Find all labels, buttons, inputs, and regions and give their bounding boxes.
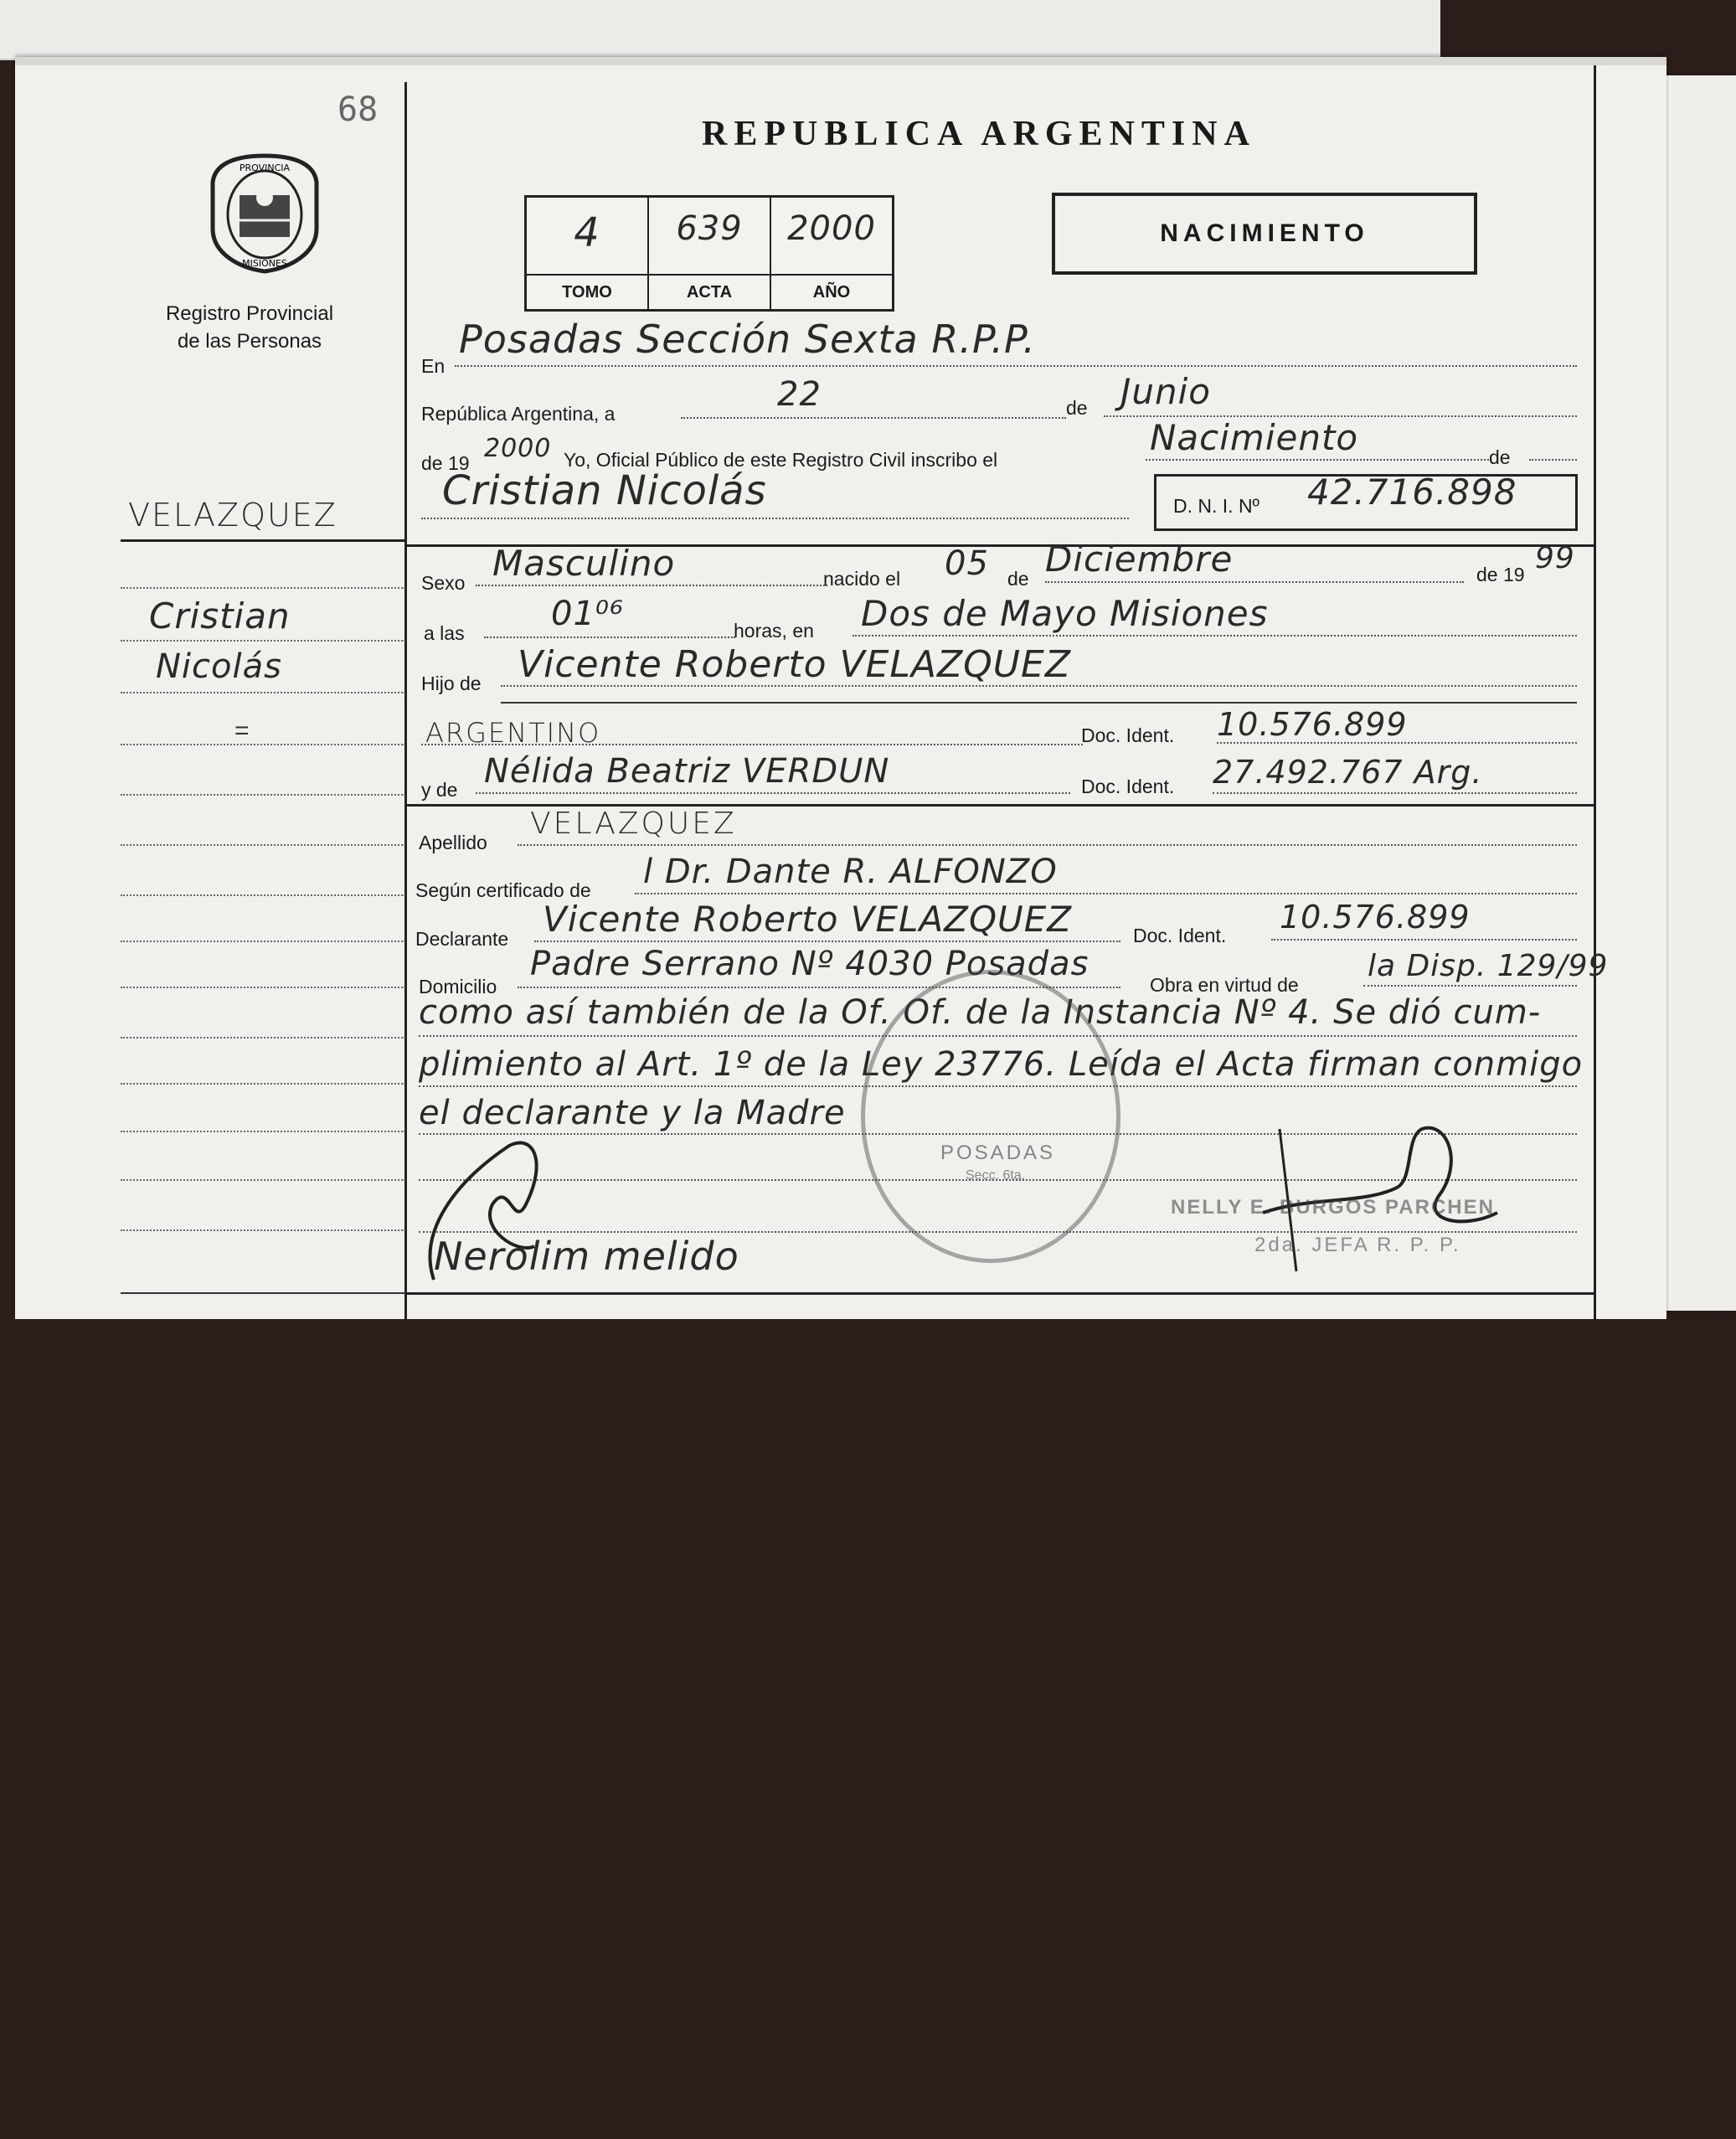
hijo-label: Hijo de	[421, 673, 482, 694]
margin-line	[121, 744, 405, 745]
tomo-label: TOMO	[527, 274, 647, 309]
officer-title: 2da. JEFA R. P. P.	[1254, 1234, 1461, 1256]
seal-top-text: PROVINCIA	[239, 162, 291, 173]
notes-line-1: como así también de la Of. Of. de la Instancia Nº 4. Se dió cum-	[419, 993, 1542, 1032]
official-stamp	[861, 970, 1120, 1263]
ano-value: 2000	[787, 209, 876, 248]
domicilio-value: Padre Serrano Nº 4030 Posadas	[530, 945, 1090, 983]
apellido-label: Apellido	[419, 832, 487, 853]
de-label: de	[1066, 397, 1088, 419]
officer-name: NELLY E. BURGOS PARCHEN	[1171, 1196, 1495, 1219]
acta-label: ACTA	[649, 274, 770, 309]
margin-divider	[404, 82, 407, 1319]
place-line	[853, 635, 1577, 637]
father-doc-label: Doc. Ident.	[1081, 724, 1175, 746]
record-type-box: NACIMIENTO	[1052, 193, 1477, 275]
margin-line	[121, 794, 405, 796]
margin-bottom-line	[121, 1292, 405, 1294]
de-after-label: de	[1489, 446, 1511, 468]
margin-given-2: Nicolás	[156, 647, 282, 686]
dni-box	[1154, 474, 1578, 531]
margin-given-1: Cristian	[149, 595, 291, 637]
margin-line	[121, 1037, 405, 1039]
de-after-line	[1529, 459, 1577, 461]
registry-line-1: Registro Provincial	[165, 302, 334, 325]
day-line	[681, 417, 1066, 419]
stamp-city: POSADAS	[940, 1142, 1056, 1164]
record-number-box	[524, 195, 894, 312]
sexo-line	[476, 585, 827, 586]
margin-line	[121, 941, 405, 942]
margin-line	[121, 894, 405, 896]
folio-number: 68	[337, 90, 379, 129]
year-value: 2000	[484, 434, 552, 463]
registry-line-2: de las Personas	[177, 330, 322, 353]
apellido-value: VELAZQUEZ	[530, 807, 737, 841]
name-line	[421, 518, 1129, 519]
hour-line	[484, 637, 735, 638]
margin-line	[121, 640, 405, 642]
ano-label: AÑO	[771, 274, 892, 309]
nacido-label: nacido el	[823, 568, 901, 590]
de-year-label: de 19	[421, 452, 470, 474]
child-name-value: Cristian Nicolás	[442, 467, 767, 514]
declarante-label: Declarante	[415, 928, 509, 950]
tomo-cell	[527, 198, 649, 309]
page-bottom-line	[407, 1292, 1594, 1295]
obra-value: la Disp. 129/99	[1368, 949, 1609, 983]
registry-name	[124, 300, 375, 355]
margin-surname-underline	[121, 539, 405, 542]
next-page-edge	[1666, 75, 1736, 1311]
month-value: Junio	[1120, 371, 1211, 412]
domicilio-label: Domicilio	[419, 976, 497, 997]
margin-line	[121, 692, 405, 693]
left-signature: Nerolim melido	[434, 1234, 739, 1279]
declarante-doc-label: Doc. Ident.	[1133, 925, 1227, 946]
en-line	[455, 365, 1577, 367]
day-value: 22	[777, 375, 822, 414]
segun-label: Según certificado de	[415, 879, 591, 901]
notes-line-3: el declarante y la Madre	[419, 1094, 846, 1132]
segun-line	[635, 893, 1577, 894]
margin-line	[121, 587, 405, 589]
dni-value: 42.716.898	[1307, 472, 1517, 513]
yo-label: Yo, Oficial Público de este Registro Civil inscribo el	[564, 449, 998, 471]
margin-surname: VELAZQUEZ	[128, 497, 337, 533]
seal-bottom-text: MISIONES	[242, 258, 287, 269]
en-label: En	[421, 355, 446, 377]
margin-line	[121, 1083, 405, 1085]
birth-year-value: 99	[1535, 541, 1575, 575]
de19-label: de 19	[1476, 564, 1525, 585]
birth-de-label: de	[1007, 568, 1029, 590]
father-value: Vicente Roberto VELAZQUEZ	[518, 643, 1071, 686]
act-value: Nacimiento	[1150, 417, 1359, 458]
mother-doc-label: Doc. Ident.	[1081, 776, 1175, 797]
father-doc-line	[1217, 742, 1577, 744]
margin-line	[121, 1131, 405, 1132]
margin-line	[121, 1179, 405, 1181]
declarante-doc-line	[1271, 939, 1577, 941]
y-de-label: y de	[421, 779, 458, 801]
declarante-line	[534, 941, 1120, 942]
birth-month-value: Diciembre	[1045, 539, 1234, 580]
place-value: Dos de Mayo Misiones	[861, 593, 1269, 634]
a-las-label: a las	[424, 622, 465, 644]
country-title: REPUBLICA ARGENTINA	[702, 115, 1256, 153]
stamp-sub: Secc. 6ta.	[966, 1168, 1026, 1183]
right-frame-line	[1594, 65, 1596, 1319]
margin-line	[121, 987, 405, 988]
tomo-value: 4	[574, 209, 600, 256]
acta-value: 639	[676, 209, 743, 248]
father-doc-value: 10.576.899	[1217, 706, 1408, 743]
horas-label: horas, en	[734, 620, 814, 642]
sexo-value: Masculino	[492, 543, 676, 584]
apellido-line	[518, 844, 1577, 846]
declarante-value: Vicente Roberto VELAZQUEZ	[543, 899, 1073, 940]
father-underline	[501, 702, 1577, 704]
margin-line	[121, 844, 405, 846]
back-page-edge	[0, 0, 1440, 60]
ano-cell	[771, 198, 892, 309]
mother-doc-line	[1213, 792, 1577, 794]
declarante-doc-value: 10.576.899	[1280, 899, 1471, 935]
province-seal-icon	[206, 149, 323, 275]
margin-line	[121, 1229, 405, 1231]
dni-label: D. N. I. Nº	[1173, 495, 1260, 517]
birth-month-line	[1045, 581, 1464, 583]
nationality-line	[421, 744, 1083, 745]
republica-label: República Argentina, a	[421, 403, 616, 425]
mother-doc-value: 27.492.767 Arg.	[1213, 754, 1483, 791]
margin-ditto: =	[234, 717, 250, 745]
mother-value: Nélida Beatriz VERDUN	[484, 752, 890, 791]
en-value: Posadas Sección Sexta R.P.P.	[459, 317, 1037, 362]
hour-value: 01⁰⁶	[551, 595, 624, 633]
notes-line-2: plimiento al Art. 1º de la Ley 23776. Leída el Acta firman conmigo	[419, 1045, 1584, 1084]
birth-day-value: 05	[945, 544, 989, 583]
obra-line	[1363, 985, 1577, 987]
act-line	[1146, 459, 1489, 461]
mother-line	[476, 792, 1070, 794]
father-line	[501, 685, 1577, 687]
obra-label: Obra en virtud de	[1150, 974, 1299, 996]
segun-value: l Dr. Dante R. ALFONZO	[643, 853, 1058, 891]
acta-cell	[649, 198, 771, 309]
register-page	[15, 57, 1666, 1319]
father-nationality-value: ARGENTINO	[425, 717, 601, 749]
sexo-label: Sexo	[421, 572, 466, 594]
